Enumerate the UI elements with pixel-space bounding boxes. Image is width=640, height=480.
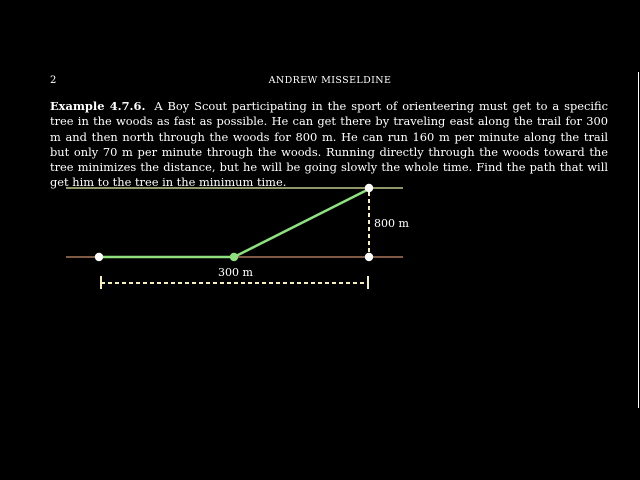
vertical-distance-label: 800 m [374, 217, 409, 230]
turn-point-marker [230, 253, 238, 261]
east-endpoint-marker [365, 253, 373, 261]
start-point-marker [95, 253, 103, 261]
horizontal-distance-label: 300 m [218, 266, 253, 279]
woods-path-segment [234, 189, 369, 257]
example-text: A Boy Scout participating in the sport of orienteering must get to a specific tree in the woods as fast as possible. He can get there by traveling east along the trail for 300 m and then north through the woods for 800 m. He can run 160 m per minute along the trail but only 70 m per minute through the woods. Running directly through the woods toward the tree minimizes the distance, but he will be going slowly the whole time. Find the path that will get him to the tree in the minimum time. [50, 99, 608, 190]
tree-point-marker [365, 184, 373, 192]
page-number: 2 [50, 75, 57, 86]
running-head: ANDREW MISSELDINE [268, 75, 392, 86]
example-label: Example 4.7.6. [50, 99, 146, 113]
